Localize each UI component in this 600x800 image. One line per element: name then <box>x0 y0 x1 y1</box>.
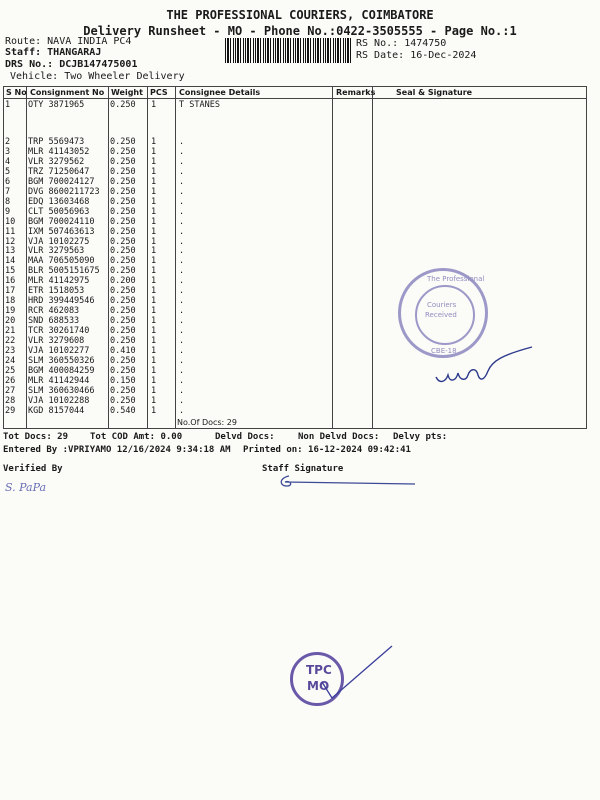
route-label: Route: <box>5 36 42 47</box>
pcs-cell: 1 <box>151 266 157 277</box>
drs-line <box>5 59 137 70</box>
pcs-cell: 1 <box>151 226 157 237</box>
sno-cell: 16 <box>5 276 16 287</box>
sno-cell: 21 <box>5 326 16 337</box>
pcs-cell: 1 <box>151 375 157 386</box>
tot-cod: Tot COD Amt: 0.00 <box>90 432 183 442</box>
consignment-cell: BGM 400084259 <box>28 365 95 376</box>
consignee-cell: . <box>179 336 185 346</box>
consignee-cell: . <box>179 385 185 396</box>
consignee-cell: . <box>179 216 185 227</box>
vehicle-line <box>10 71 185 82</box>
rs-no-line <box>356 38 446 49</box>
rs-date-label: RS Date: <box>356 50 405 61</box>
consignment-cell: MLR 41142975 <box>28 276 90 287</box>
weight-cell: 0.250 <box>110 216 136 227</box>
printed-on: Printed on: 16-12-2024 09:42:41 <box>243 445 411 455</box>
weight-cell: 0.250 <box>110 256 136 267</box>
consignee-cell: . <box>179 355 185 366</box>
col-header-sno: S No <box>6 88 27 97</box>
runsheet-title: Delivery Runsheet - MO - Phone No.:0422-3505555 - Page No.:1 <box>83 24 517 38</box>
sno-cell: 13 <box>5 246 16 257</box>
sno-cell: 17 <box>5 286 16 297</box>
consignee-cell: T STANES <box>179 100 220 110</box>
sno-cell: 9 <box>5 206 11 217</box>
col-divider <box>26 87 27 428</box>
pcs-cell: 1 <box>151 186 157 197</box>
consignee-cell: . <box>179 306 185 317</box>
weight-cell: 0.540 <box>110 405 136 416</box>
sno-cell: 23 <box>5 345 16 356</box>
tot-docs: Tot Docs: 29 <box>3 432 69 442</box>
sno-cell: 29 <box>5 405 16 416</box>
weight-cell: 0.410 <box>110 345 136 356</box>
pcs-cell: 1 <box>151 395 157 406</box>
consignment-cell: SLM 360550326 <box>28 355 95 366</box>
consignment-cell: MLR 41142944 <box>28 375 90 386</box>
consignee-cell: . <box>179 345 185 356</box>
pcs-cell: 1 <box>151 196 157 207</box>
sno-cell: 15 <box>5 266 16 277</box>
sno-cell: 11 <box>5 226 16 237</box>
stamp-text: Received <box>425 311 457 319</box>
consignee-cell: . <box>179 405 185 416</box>
consignment-cell: EDQ 13603468 <box>28 196 90 207</box>
pcs-cell: 1 <box>151 345 157 356</box>
staff-value: THANGARAJ <box>47 47 102 58</box>
weight-cell: 0.250 <box>110 100 136 110</box>
col-divider <box>147 87 148 428</box>
sno-cell: 26 <box>5 375 16 386</box>
no-of-docs: No.Of Docs: 29 <box>177 418 237 427</box>
sno-cell: 4 <box>5 156 11 167</box>
consignee-cell: . <box>179 276 185 287</box>
weight-cell: 0.200 <box>110 276 136 287</box>
sno-cell: 22 <box>5 336 16 346</box>
vehicle-label: Vehicle: <box>10 71 59 82</box>
sno-cell: 12 <box>5 236 16 247</box>
consignment-cell: RCR 462083 <box>28 306 80 317</box>
pcs-cell: 1 <box>151 286 157 297</box>
consignment-cell: DVG 8600211723 <box>28 186 100 197</box>
consignee-cell: . <box>179 395 185 406</box>
pcs-cell: 1 <box>151 336 157 346</box>
weight-cell: 0.250 <box>110 246 136 257</box>
office-stamp-text: MO <box>307 679 330 693</box>
weight-cell: 0.250 <box>110 316 136 327</box>
col-header-seal: Seal & Signature <box>396 88 473 97</box>
pcs-cell: 1 <box>151 236 157 247</box>
drs-label: DRS No.: <box>5 59 54 70</box>
staff-label: Staff: <box>5 47 42 58</box>
pcs-cell: 1 <box>151 100 157 110</box>
pcs-cell: 1 <box>151 256 157 267</box>
consignee-cell: . <box>179 137 185 147</box>
weight-cell: 0.250 <box>110 365 136 376</box>
consignment-cell: MLR 41143052 <box>28 146 90 157</box>
sno-cell: 25 <box>5 365 16 376</box>
consignment-cell: BLR 5005151675 <box>28 266 100 277</box>
consignment-cell: ETR 1518053 <box>28 286 85 297</box>
consignee-cell: . <box>179 316 185 327</box>
consignment-cell: BGM 700024110 <box>28 216 95 227</box>
pcs-cell: 1 <box>151 206 157 217</box>
consignee-cell: . <box>179 286 185 297</box>
consignment-cell: TRZ 71250647 <box>28 166 90 177</box>
sno-cell: 10 <box>5 216 16 227</box>
rs-no-value: 1474750 <box>404 38 447 49</box>
entered-by: Entered By :VPRIYAMO 12/16/2024 9:34:18 AM <box>3 445 231 455</box>
rs-no-label: RS No.: <box>356 38 399 49</box>
consignment-cell: CLT 50056963 <box>28 206 90 217</box>
weight-cell: 0.250 <box>110 286 136 297</box>
col-header-weight: Weight <box>111 88 143 97</box>
pcs-cell: 1 <box>151 326 157 337</box>
pcs-cell: 1 <box>151 355 157 366</box>
col-divider <box>175 87 176 428</box>
weight-cell: 0.250 <box>110 137 136 147</box>
sno-cell: 20 <box>5 316 16 327</box>
pcs-cell: 1 <box>151 405 157 416</box>
consignment-cell: SND 688533 <box>28 316 80 327</box>
consignee-cell: . <box>179 375 185 386</box>
sno-cell: 28 <box>5 395 16 406</box>
consignee-cell: . <box>179 326 185 337</box>
sno-cell: 19 <box>5 306 16 317</box>
sno-cell: 8 <box>5 196 11 207</box>
weight-cell: 0.250 <box>110 166 136 177</box>
consignment-cell: VLR 3279563 <box>28 246 85 257</box>
weight-cell: 0.250 <box>110 326 136 337</box>
sno-cell: 6 <box>5 176 11 187</box>
rs-date-line <box>356 50 476 61</box>
consignee-cell: . <box>179 226 185 237</box>
pcs-cell: 1 <box>151 306 157 317</box>
consignment-cell: VLR 3279562 <box>28 156 85 167</box>
consignment-cell: TCR 30261740 <box>28 326 90 337</box>
consignee-cell: . <box>179 256 185 267</box>
consignment-cell: VLR 3279608 <box>28 336 85 346</box>
pcs-cell: 1 <box>151 176 157 187</box>
consignment-cell: VJA 10102288 <box>28 395 90 406</box>
company-title: THE PROFESSIONAL COURIERS, COIMBATORE <box>166 8 434 22</box>
weight-cell: 0.250 <box>110 176 136 187</box>
consignee-cell: . <box>179 236 185 247</box>
weight-cell: 0.150 <box>110 375 136 386</box>
sno-cell: 1 <box>5 100 11 110</box>
sno-cell: 24 <box>5 355 16 366</box>
consignment-cell: SLM 360630466 <box>28 385 95 396</box>
pcs-cell: 1 <box>151 246 157 257</box>
consignee-cell: . <box>179 146 185 157</box>
pcs-cell: 1 <box>151 385 157 396</box>
staff-signature-label: Staff Signature <box>262 464 344 474</box>
weight-cell: 0.250 <box>110 306 136 317</box>
consignee-cell: . <box>179 246 185 257</box>
weight-cell: 0.250 <box>110 296 136 307</box>
vehicle-value: Two Wheeler Delivery <box>64 71 185 82</box>
sno-cell: 27 <box>5 385 16 396</box>
col-divider <box>372 87 373 428</box>
pcs-cell: 1 <box>151 365 157 376</box>
rs-date-value: 16-Dec-2024 <box>410 50 477 61</box>
consignment-cell: HRD 399449546 <box>28 296 95 307</box>
barcode <box>225 38 351 63</box>
pcs-cell: 1 <box>151 166 157 177</box>
sno-cell: 3 <box>5 146 11 157</box>
consignee-cell: . <box>179 166 185 177</box>
col-divider <box>332 87 333 428</box>
stamp-text: CBE-18 <box>431 347 457 355</box>
col-header-consignment: Consignment No <box>30 88 105 97</box>
pcs-cell: 1 <box>151 146 157 157</box>
col-divider <box>108 87 109 428</box>
consignment-cell: KGD 8157044 <box>28 405 85 416</box>
weight-cell: 0.250 <box>110 146 136 157</box>
consignee-cell: . <box>179 156 185 167</box>
consignee-cell: . <box>179 206 185 217</box>
drs-value: DCJB147475001 <box>59 59 138 70</box>
pcs-cell: 1 <box>151 156 157 167</box>
consignee-cell: . <box>179 266 185 277</box>
consignee-cell: . <box>179 196 185 207</box>
weight-cell: 0.250 <box>110 196 136 207</box>
received-stamp <box>398 268 488 358</box>
col-header-remarks: Remarks <box>336 88 376 97</box>
handwritten-name: S. PaPa <box>5 481 47 494</box>
verified-by-label: Verified By <box>3 464 63 474</box>
consignee-cell: . <box>179 365 185 376</box>
consignee-cell: . <box>179 176 185 187</box>
consignment-cell: IXM 507463613 <box>28 226 95 237</box>
col-header-consignee: Consignee Details <box>179 88 261 97</box>
weight-cell: 0.250 <box>110 355 136 366</box>
weight-cell: 0.250 <box>110 206 136 217</box>
consignment-cell: MAA 706505090 <box>28 256 95 267</box>
non-delvd-docs: Non Delvd Docs: <box>298 432 380 442</box>
consignee-cell: . <box>179 296 185 307</box>
weight-cell: 0.250 <box>110 336 136 346</box>
pcs-cell: 1 <box>151 296 157 307</box>
consignment-cell: VJA 10102275 <box>28 236 90 247</box>
delvd-docs: Delvd Docs: <box>215 432 275 442</box>
consignment-cell: BGM 700024127 <box>28 176 95 187</box>
stamp-text: Couriers <box>427 301 457 309</box>
weight-cell: 0.250 <box>110 156 136 167</box>
weight-cell: 0.250 <box>110 395 136 406</box>
sno-cell: 7 <box>5 186 11 197</box>
weight-cell: 0.250 <box>110 236 136 247</box>
delvy-pts: Delvy pts: <box>393 432 448 442</box>
route-value: NAVA INDIA PC4 <box>47 36 132 47</box>
consignment-cell: VJA 10102277 <box>28 345 90 356</box>
pcs-cell: 1 <box>151 137 157 147</box>
staff-signature-mark <box>275 470 425 494</box>
sno-cell: 14 <box>5 256 16 267</box>
weight-cell: 0.250 <box>110 385 136 396</box>
weight-cell: 0.250 <box>110 226 136 237</box>
weight-cell: 0.250 <box>110 186 136 197</box>
pcs-cell: 1 <box>151 216 157 227</box>
sno-cell: 5 <box>5 166 11 177</box>
stamp-text: The Professional <box>427 275 485 283</box>
header-divider <box>4 98 586 99</box>
tick-mark <box>318 642 398 702</box>
col-header-pcs: PCS <box>150 88 168 97</box>
route-line <box>5 36 131 47</box>
sno-cell: 2 <box>5 137 11 147</box>
office-stamp-text: TPC <box>306 663 332 677</box>
consignment-cell: TRP 5569473 <box>28 137 85 147</box>
consignment-cell: OTY 3871965 <box>28 100 85 110</box>
sno-cell: 18 <box>5 296 16 307</box>
weight-cell: 0.250 <box>110 266 136 277</box>
pcs-cell: 1 <box>151 316 157 327</box>
consignee-cell: . <box>179 186 185 197</box>
pcs-cell: 1 <box>151 276 157 287</box>
staff-line <box>5 47 101 58</box>
